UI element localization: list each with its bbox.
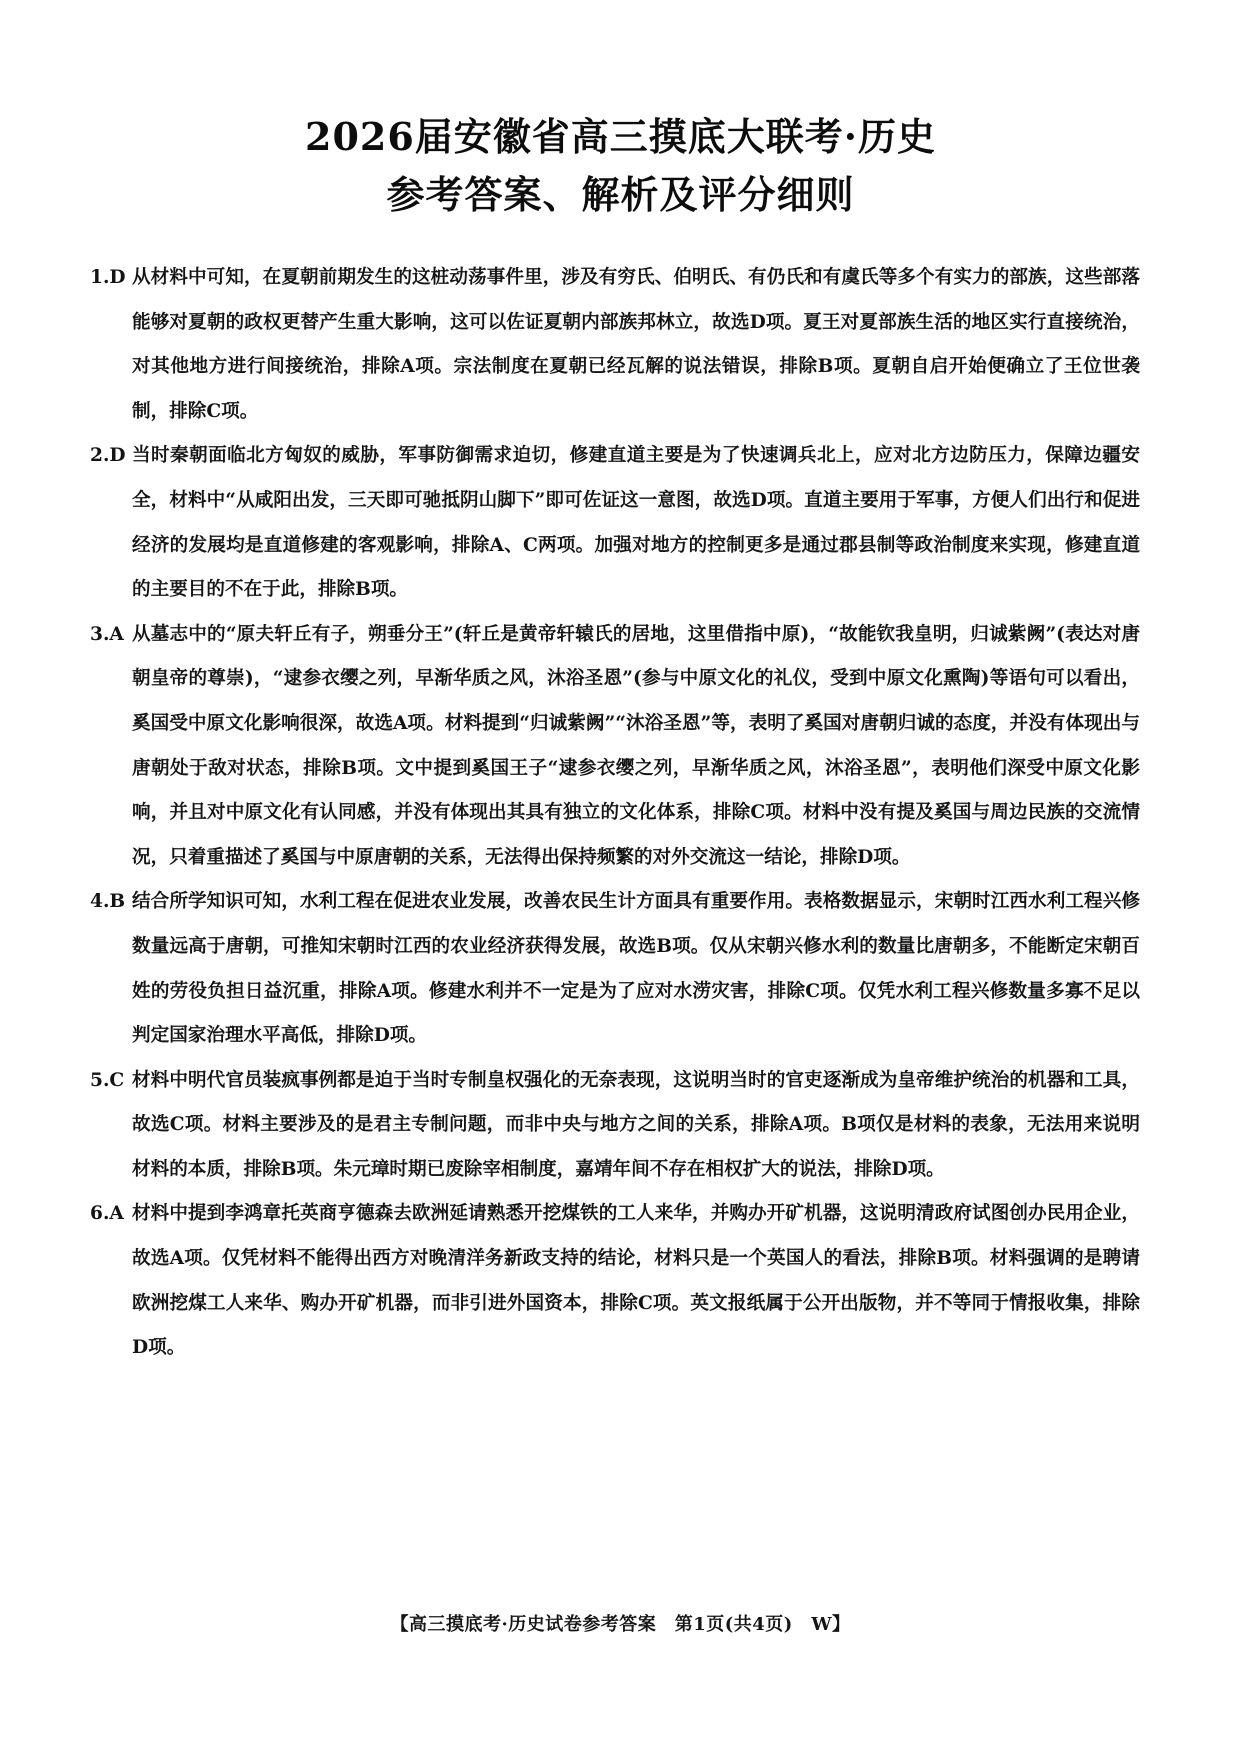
answer-item-1 (90, 256, 1140, 434)
exam-title: 2026届安徽省高三摸底大联考·历史 (305, 114, 936, 159)
question-number: 6.A (90, 1203, 124, 1225)
answer-explanation: 材料中提到李鸿章托英商亨德森去欧洲延请熟悉开挖煤铁的工人来华，并购办开矿机器，这说明清政府试图创办民用企业，故选A项。仅凭材料不能得出西方对晚清洋务新政支持的结论，材料只是一个英国人的看法，排除B项。材料强调的是聘请欧洲挖煤工人来华、购办开矿机器，而非引进外国资本，排除C项。英文报纸属于公开出版物，并不等同于情报收集，排除D项。 (132, 1203, 1140, 1359)
answer-explanation: 从墓志中的“原夫轩丘有子，朔垂分王”(轩丘是黄帝轩辕氏的居地，这里借指中原)，“故能钦我皇明，归诚紫阙”(表达对唐朝皇帝的尊崇)，“逮参衣缨之列，早渐华质之风，沐浴圣恩”(参与中原文化的礼仪，受到中原文化熏陶)等语句可以看出，奚国受中原文化影响很深，故选A项。材料提到“归诚紫阙”“沐浴圣恩”等，表明了奚国对唐朝归诚的态度，并没有体现出与唐朝处于敌对状态，排除B项。文中提到奚国王子“逮参衣缨之列，早渐华质之风，沐浴圣恩”，表明他们深受中原文化影响，并且对中原文化有认同感，并没有体现出其具有独立的文化体系，排除C项。材料中没有提及奚国与周边民族的交流情况，只着重描述了奚国与中原唐朝的关系，无法得出保持频繁的对外交流这一结论，排除D项。 (132, 623, 1140, 868)
document-header (0, 108, 1241, 224)
question-number: 1.D (90, 267, 126, 288)
answer-item-4 (90, 880, 1140, 1058)
answer-explanation: 当时秦朝面临北方匈奴的威胁，军事防御需求迫切，修建直道主要是为了快速调兵北上，应对北方边防压力，保障边疆安全，材料中“从咸阳出发，三天即可驰抵阴山脚下”即可佐证这一意图，故选D项。直道主要用于军事，方便人们出行和促进经济的发展均是直道修建的客观影响，排除A、C两项。加强对地方的控制更多是通过郡县制等政治制度来实现，修建直道的主要目的不在于此，排除B项。 (132, 445, 1140, 601)
page-footer: 【高三摸底考·历史试卷参考答案 第1页(共4页) W】 (390, 1614, 851, 1635)
answer-list (90, 256, 1140, 1371)
answer-item-3 (90, 613, 1140, 881)
question-number: 4.B (90, 891, 126, 913)
answer-item-5 (90, 1059, 1140, 1193)
answer-explanation: 材料中明代官员装疯事例都是迫于当时专制皇权强化的无奈表现，这说明当时的官吏逐渐成为皇帝维护统治的机器和工具，故选C项。材料主要涉及的是君主专制问题，而非中央与地方之间的关系，排除A项。B项仅是材料的表象，无法用来说明材料的本质，排除B项。朱元璋时期已废除宰相制度，嘉靖年间不存在相权扩大的说法，排除D项。 (132, 1069, 1140, 1180)
document-subtitle: 参考答案、解析及评分细则 (386, 172, 855, 217)
answer-item-2 (90, 434, 1140, 612)
answer-explanation: 从材料中可知，在夏朝前期发生的这桩动荡事件里，涉及有穷氏、伯明氏、有仍氏和有虞氏等多个有实力的部族，这些部落能够对夏朝的政权更替产生重大影响，这可以佐证夏朝内部族邦林立，故选D项。夏王对夏部族生活的地区实行直接统治，对其他地方进行间接统治，排除A项。宗法制度在夏朝已经瓦解的说法错误，排除B项。夏朝自启开始便确立了王位世袭制，排除C项。 (132, 267, 1140, 422)
question-number: 2.D (90, 445, 126, 467)
answer-item-6 (90, 1192, 1140, 1370)
question-number: 3.A (90, 623, 124, 645)
question-number: 5.C (90, 1069, 125, 1091)
answer-explanation: 结合所学知识可知，水利工程在促进农业发展，改善农民生计方面具有重要作用。表格数据显示，宋朝时江西水利工程兴修数量远高于唐朝，可推知宋朝时江西的农业经济获得发展，故选B项。仅从宋朝兴修水利的数量比唐朝多，不能断定宋朝百姓的劳役负担日益沉重，排除A项。修建水利并不一定是为了应对水涝灾害，排除C项。仅凭水利工程兴修数量多寡不足以判定国家治理水平高低，排除D项。 (132, 891, 1140, 1047)
